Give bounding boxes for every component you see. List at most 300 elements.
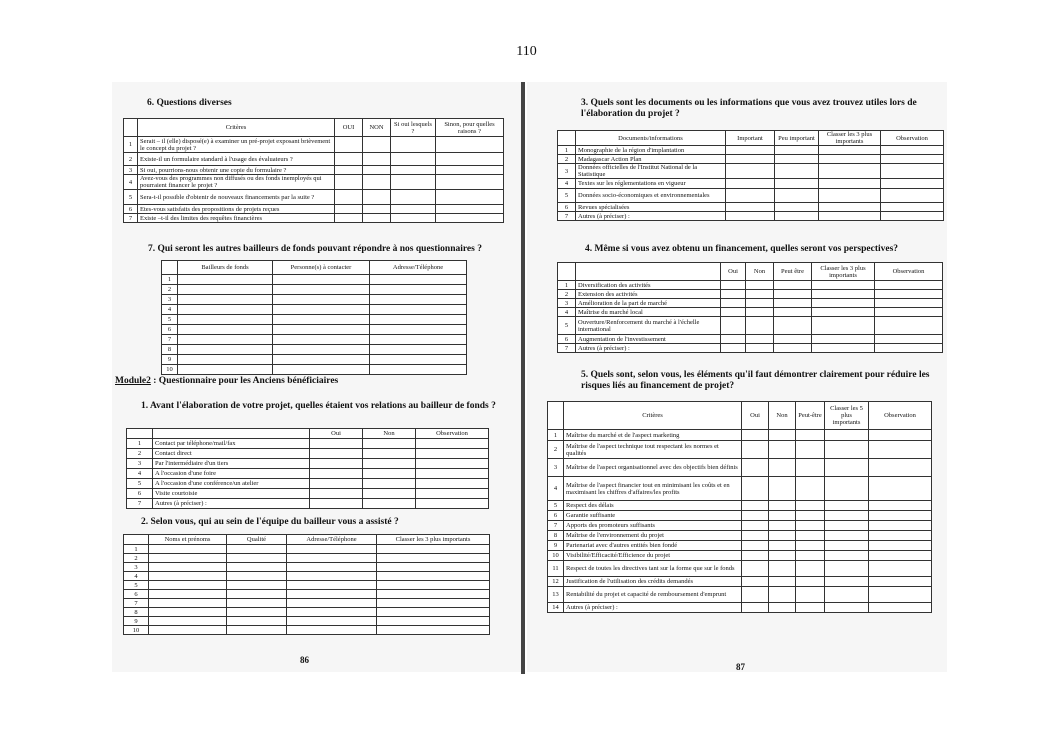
column-header: Observation bbox=[416, 429, 489, 439]
row-number: 11 bbox=[548, 561, 564, 577]
empty-cell bbox=[774, 335, 812, 344]
empty-cell bbox=[287, 599, 377, 608]
empty-cell bbox=[273, 275, 370, 285]
row-number: 2 bbox=[124, 153, 138, 166]
empty-cell bbox=[287, 545, 377, 554]
q5-table-block bbox=[547, 401, 932, 613]
column-header: Important bbox=[726, 131, 775, 146]
empty-cell bbox=[881, 212, 944, 221]
empty-cell bbox=[370, 285, 467, 295]
empty-cell bbox=[370, 315, 467, 325]
table-row bbox=[558, 290, 943, 299]
empty-cell bbox=[869, 541, 932, 551]
empty-cell bbox=[881, 189, 944, 203]
empty-cell bbox=[227, 626, 287, 635]
table-row bbox=[548, 459, 932, 477]
empty-cell bbox=[819, 155, 881, 164]
empty-cell bbox=[726, 155, 775, 164]
empty-cell bbox=[825, 603, 869, 613]
row-number: 5 bbox=[124, 581, 149, 590]
table-row bbox=[162, 345, 467, 355]
row-label: Maîtrise du marché local bbox=[576, 308, 721, 317]
empty-cell bbox=[370, 335, 467, 345]
empty-cell bbox=[825, 541, 869, 551]
empty-cell bbox=[721, 299, 746, 308]
empty-cell bbox=[796, 459, 825, 477]
empty-cell bbox=[825, 531, 869, 541]
empty-cell bbox=[273, 345, 370, 355]
column-header: Oui bbox=[742, 402, 769, 430]
empty-cell bbox=[287, 590, 377, 599]
empty-cell bbox=[149, 626, 227, 635]
row-number: 6 bbox=[162, 325, 178, 335]
table-row bbox=[124, 617, 490, 626]
table-row bbox=[548, 441, 932, 459]
empty-cell bbox=[363, 175, 391, 190]
table-row bbox=[558, 179, 944, 189]
empty-cell bbox=[869, 459, 932, 477]
empty-cell bbox=[370, 365, 467, 375]
row-number: 8 bbox=[124, 608, 149, 617]
table-row bbox=[162, 365, 467, 375]
table-row bbox=[127, 499, 489, 509]
module2-heading-block bbox=[115, 376, 338, 387]
empty-cell bbox=[869, 551, 932, 561]
empty-cell bbox=[796, 430, 825, 441]
row-label: Textes sur les réglementations en vigueur bbox=[576, 179, 726, 189]
empty-cell bbox=[721, 317, 746, 335]
row-label: Contact par téléphone/mail/fax bbox=[153, 439, 310, 449]
empty-cell bbox=[227, 599, 287, 608]
row-number: 10 bbox=[162, 365, 178, 375]
table-row bbox=[124, 599, 490, 608]
empty-cell bbox=[363, 190, 391, 205]
column-header: Classer les 3 plus importants bbox=[377, 535, 490, 545]
empty-cell bbox=[436, 190, 504, 205]
empty-cell bbox=[825, 511, 869, 521]
empty-cell bbox=[377, 617, 490, 626]
column-header: Observation bbox=[881, 131, 944, 146]
row-number: 2 bbox=[124, 554, 149, 563]
empty-cell bbox=[869, 577, 932, 587]
empty-cell bbox=[178, 275, 273, 285]
row-number: 7 bbox=[558, 212, 576, 221]
column-header bbox=[558, 131, 576, 146]
empty-cell bbox=[796, 521, 825, 531]
q4-table bbox=[557, 262, 943, 353]
empty-cell bbox=[149, 590, 227, 599]
empty-cell bbox=[416, 459, 489, 469]
row-label: A l'occasion d'une foire bbox=[153, 469, 310, 479]
empty-cell bbox=[178, 315, 273, 325]
empty-cell bbox=[726, 179, 775, 189]
column-header: Oui bbox=[310, 429, 363, 439]
row-number: 2 bbox=[558, 290, 576, 299]
table-row bbox=[127, 469, 489, 479]
header-row bbox=[548, 402, 932, 430]
table-row bbox=[162, 335, 467, 345]
row-number: 4 bbox=[558, 179, 576, 189]
table-row bbox=[558, 317, 943, 335]
empty-cell bbox=[416, 439, 489, 449]
header-row bbox=[558, 131, 944, 146]
table-row bbox=[162, 315, 467, 325]
table-row bbox=[124, 608, 490, 617]
row-label: Par l'intermédiaire d'un tiers bbox=[153, 459, 310, 469]
empty-cell bbox=[363, 153, 391, 166]
column-header: Non bbox=[746, 263, 774, 281]
empty-cell bbox=[377, 572, 490, 581]
table-row bbox=[558, 308, 943, 317]
table-row bbox=[558, 212, 944, 221]
table-row bbox=[558, 203, 944, 212]
table-row bbox=[124, 563, 490, 572]
empty-cell bbox=[769, 477, 796, 501]
row-number: 7 bbox=[124, 599, 149, 608]
empty-cell bbox=[769, 551, 796, 561]
empty-cell bbox=[769, 430, 796, 441]
header-row bbox=[162, 261, 467, 275]
column-header: Oui bbox=[721, 263, 746, 281]
empty-cell bbox=[869, 587, 932, 603]
row-number: 4 bbox=[162, 305, 178, 315]
right-page-number: 87 bbox=[736, 662, 745, 672]
table-row bbox=[127, 489, 489, 499]
row-label: Autres (à préciser) : bbox=[564, 603, 742, 613]
row-label: Maîtrise de l'environnement du projet bbox=[564, 531, 742, 541]
row-label: Amélioration de la part de marché bbox=[576, 299, 721, 308]
empty-cell bbox=[742, 511, 769, 521]
row-number: 3 bbox=[124, 563, 149, 572]
empty-cell bbox=[825, 441, 869, 459]
header-row bbox=[127, 429, 489, 439]
empty-cell bbox=[869, 561, 932, 577]
empty-cell bbox=[775, 164, 819, 179]
empty-cell bbox=[363, 214, 391, 223]
row-number: 3 bbox=[558, 299, 576, 308]
row-label: Extension des activités bbox=[576, 290, 721, 299]
row-number: 8 bbox=[548, 531, 564, 541]
row-number: 12 bbox=[548, 577, 564, 587]
empty-cell bbox=[227, 563, 287, 572]
table-row bbox=[124, 190, 504, 205]
empty-cell bbox=[149, 572, 227, 581]
row-number: 3 bbox=[124, 166, 138, 175]
q3-title: 3. Quels sont les documents ou les informations que vous avez trouvez utiles lors de l'élaboration du projet ? bbox=[581, 98, 917, 119]
empty-cell bbox=[287, 572, 377, 581]
row-number: 7 bbox=[124, 214, 138, 223]
empty-cell bbox=[812, 308, 875, 317]
table-row bbox=[124, 581, 490, 590]
empty-cell bbox=[149, 581, 227, 590]
row-number: 6 bbox=[558, 335, 576, 344]
empty-cell bbox=[769, 459, 796, 477]
column-header: Sinon, pour quelles raisons ? bbox=[436, 119, 504, 137]
row-label: Ouverture/Renforcement du marché à l'échelle international bbox=[576, 317, 721, 335]
column-header: Classer les 5 plus importants bbox=[825, 402, 869, 430]
row-number: 14 bbox=[548, 603, 564, 613]
empty-cell bbox=[819, 212, 881, 221]
row-number: 4 bbox=[127, 469, 153, 479]
empty-cell bbox=[287, 581, 377, 590]
row-label: Maîtrise de l'aspect organisationnel avec des objectifs bien définis bbox=[564, 459, 742, 477]
row-label: Etes-vous satisfaits des propositions de projets reçues bbox=[138, 205, 335, 214]
empty-cell bbox=[769, 531, 796, 541]
empty-cell bbox=[310, 459, 363, 469]
row-number: 9 bbox=[162, 355, 178, 365]
row-label: Si oui, pourrions-nous obtenir une copie du formulaire ? bbox=[138, 166, 335, 175]
empty-cell bbox=[875, 299, 943, 308]
row-label: A l'occasion d'une conférence/un atelier bbox=[153, 479, 310, 489]
table-row bbox=[548, 551, 932, 561]
empty-cell bbox=[869, 511, 932, 521]
top-page-number: 110 bbox=[516, 44, 537, 59]
empty-cell bbox=[391, 153, 436, 166]
empty-cell bbox=[769, 603, 796, 613]
column-header bbox=[576, 263, 721, 281]
empty-cell bbox=[774, 299, 812, 308]
row-number: 8 bbox=[162, 345, 178, 355]
empty-cell bbox=[178, 295, 273, 305]
empty-cell bbox=[335, 190, 363, 205]
column-header: Observation bbox=[869, 402, 932, 430]
column-header: Si oui lesquels ? bbox=[391, 119, 436, 137]
column-header: Adresse/Téléphone bbox=[287, 535, 377, 545]
empty-cell bbox=[149, 617, 227, 626]
table-row bbox=[127, 449, 489, 459]
column-header: OUI bbox=[335, 119, 363, 137]
empty-cell bbox=[825, 587, 869, 603]
column-header: Bailleurs de fonds bbox=[178, 261, 273, 275]
table-row bbox=[124, 166, 504, 175]
column-header bbox=[153, 429, 310, 439]
empty-cell bbox=[774, 308, 812, 317]
left-page-number: 86 bbox=[300, 655, 309, 665]
empty-cell bbox=[436, 175, 504, 190]
s6-title: 6. Questions diverses bbox=[147, 98, 232, 108]
row-label: Existe-il un formulaire standard à l'usage des évaluateurs ? bbox=[138, 153, 335, 166]
book-spine bbox=[521, 82, 525, 674]
empty-cell bbox=[869, 603, 932, 613]
table-row bbox=[548, 541, 932, 551]
column-header bbox=[558, 263, 576, 281]
empty-cell bbox=[227, 545, 287, 554]
row-number: 5 bbox=[558, 317, 576, 335]
empty-cell bbox=[363, 489, 416, 499]
empty-cell bbox=[370, 355, 467, 365]
empty-cell bbox=[869, 430, 932, 441]
empty-cell bbox=[273, 295, 370, 305]
empty-cell bbox=[227, 572, 287, 581]
empty-cell bbox=[363, 205, 391, 214]
row-number: 1 bbox=[124, 137, 138, 153]
empty-cell bbox=[335, 175, 363, 190]
empty-cell bbox=[370, 295, 467, 305]
empty-cell bbox=[742, 541, 769, 551]
row-label: Autres (à préciser) : bbox=[153, 499, 310, 509]
empty-cell bbox=[742, 501, 769, 511]
empty-cell bbox=[869, 441, 932, 459]
column-header: Noms et prénoms bbox=[149, 535, 227, 545]
table-row bbox=[127, 479, 489, 489]
table-row bbox=[548, 501, 932, 511]
empty-cell bbox=[769, 587, 796, 603]
empty-cell bbox=[819, 146, 881, 155]
row-label: Maîtrise du marché et de l'aspect marketing bbox=[564, 430, 742, 441]
empty-cell bbox=[391, 214, 436, 223]
empty-cell bbox=[875, 335, 943, 344]
row-label: Rentabilité du projet et capacité de remboursement d'emprunt bbox=[564, 587, 742, 603]
empty-cell bbox=[310, 489, 363, 499]
empty-cell bbox=[436, 137, 504, 153]
empty-cell bbox=[363, 137, 391, 153]
table-row bbox=[548, 531, 932, 541]
row-number: 2 bbox=[162, 285, 178, 295]
row-number: 3 bbox=[548, 459, 564, 477]
table-row bbox=[124, 626, 490, 635]
empty-cell bbox=[370, 345, 467, 355]
empty-cell bbox=[819, 203, 881, 212]
empty-cell bbox=[769, 561, 796, 577]
row-label: Apports des promoteurs suffisants bbox=[564, 521, 742, 531]
column-header: Peut être bbox=[774, 263, 812, 281]
empty-cell bbox=[796, 441, 825, 459]
row-number: 3 bbox=[127, 459, 153, 469]
empty-cell bbox=[746, 299, 774, 308]
empty-cell bbox=[742, 521, 769, 531]
column-header: Non bbox=[363, 429, 416, 439]
row-number: 2 bbox=[548, 441, 564, 459]
empty-cell bbox=[742, 577, 769, 587]
empty-cell bbox=[370, 305, 467, 315]
empty-cell bbox=[149, 545, 227, 554]
row-label: Avez-vous des programmes non diffusés ou des fonds inemployés qui pourraient financer le projet ? bbox=[138, 175, 335, 190]
empty-cell bbox=[178, 355, 273, 365]
table-row bbox=[124, 545, 490, 554]
column-header bbox=[162, 261, 178, 275]
empty-cell bbox=[746, 317, 774, 335]
empty-cell bbox=[178, 305, 273, 315]
empty-cell bbox=[721, 281, 746, 290]
module2-heading bbox=[115, 376, 338, 387]
empty-cell bbox=[825, 459, 869, 477]
empty-cell bbox=[726, 146, 775, 155]
empty-cell bbox=[796, 531, 825, 541]
empty-cell bbox=[436, 166, 504, 175]
empty-cell bbox=[875, 317, 943, 335]
table-row bbox=[124, 554, 490, 563]
empty-cell bbox=[875, 308, 943, 317]
empty-cell bbox=[746, 344, 774, 353]
empty-cell bbox=[149, 599, 227, 608]
empty-cell bbox=[721, 335, 746, 344]
empty-cell bbox=[742, 531, 769, 541]
table-row bbox=[124, 590, 490, 599]
row-number: 6 bbox=[124, 590, 149, 599]
q5-table bbox=[547, 401, 932, 613]
empty-cell bbox=[881, 164, 944, 179]
header-row bbox=[558, 263, 943, 281]
empty-cell bbox=[774, 281, 812, 290]
row-label: Visibilité/Efficacité/Efficience du projet bbox=[564, 551, 742, 561]
s6-table bbox=[123, 118, 504, 223]
table-row bbox=[558, 281, 943, 290]
empty-cell bbox=[774, 290, 812, 299]
table-row bbox=[124, 137, 504, 153]
table-row bbox=[558, 155, 944, 164]
row-label: Sera-t-il possible d'obtenir de nouveaux financements par la suite ? bbox=[138, 190, 335, 205]
empty-cell bbox=[178, 325, 273, 335]
m1-title: 1. Avant l'élaboration de votre projet, quelles étaient vos relations au bailleur de fonds ? bbox=[141, 401, 496, 411]
table-row bbox=[548, 521, 932, 531]
table-row bbox=[558, 189, 944, 203]
row-label: Maîtrise de l'aspect technique tout respectant les normes et qualités bbox=[564, 441, 742, 459]
empty-cell bbox=[149, 563, 227, 572]
s7-table bbox=[161, 260, 467, 375]
empty-cell bbox=[273, 365, 370, 375]
empty-cell bbox=[149, 608, 227, 617]
empty-cell bbox=[775, 189, 819, 203]
row-number: 5 bbox=[127, 479, 153, 489]
table-row bbox=[548, 511, 932, 521]
empty-cell bbox=[377, 608, 490, 617]
empty-cell bbox=[377, 599, 490, 608]
row-number: 10 bbox=[548, 551, 564, 561]
row-label: Garantie suffisante bbox=[564, 511, 742, 521]
row-number: 4 bbox=[558, 308, 576, 317]
column-header: Peu important bbox=[775, 131, 819, 146]
empty-cell bbox=[796, 511, 825, 521]
empty-cell bbox=[774, 317, 812, 335]
column-header: Classer les 3 plus importants bbox=[819, 131, 881, 146]
empty-cell bbox=[881, 155, 944, 164]
m2-table-block bbox=[123, 534, 490, 635]
s6-table-block bbox=[123, 118, 504, 223]
empty-cell bbox=[363, 499, 416, 509]
row-label: Diversification des activités bbox=[576, 281, 721, 290]
row-label: Respect de toutes les directives tant sur la forme que sur le fonds bbox=[564, 561, 742, 577]
empty-cell bbox=[746, 335, 774, 344]
header-row bbox=[124, 119, 504, 137]
row-label: Partenariat avec d'autres entités bien fondé bbox=[564, 541, 742, 551]
row-label: Contact direct bbox=[153, 449, 310, 459]
empty-cell bbox=[273, 335, 370, 345]
row-number: 2 bbox=[127, 449, 153, 459]
row-number: 3 bbox=[162, 295, 178, 305]
column-header: Personne(s) à contacter bbox=[273, 261, 370, 275]
row-number: 7 bbox=[127, 499, 153, 509]
empty-cell bbox=[774, 344, 812, 353]
empty-cell bbox=[796, 501, 825, 511]
empty-cell bbox=[726, 212, 775, 221]
empty-cell bbox=[769, 511, 796, 521]
row-number: 6 bbox=[127, 489, 153, 499]
row-number: 1 bbox=[558, 146, 576, 155]
empty-cell bbox=[287, 626, 377, 635]
row-label: Données socio-économiques et environnementales bbox=[576, 189, 726, 203]
table-row bbox=[558, 146, 944, 155]
empty-cell bbox=[391, 166, 436, 175]
empty-cell bbox=[287, 608, 377, 617]
row-label: Visite courtoisie bbox=[153, 489, 310, 499]
empty-cell bbox=[273, 315, 370, 325]
row-label: Revues spécialisées bbox=[576, 203, 726, 212]
empty-cell bbox=[416, 489, 489, 499]
empty-cell bbox=[310, 479, 363, 489]
table-row bbox=[558, 299, 943, 308]
row-number: 6 bbox=[548, 511, 564, 521]
s6-title-block bbox=[147, 98, 232, 109]
